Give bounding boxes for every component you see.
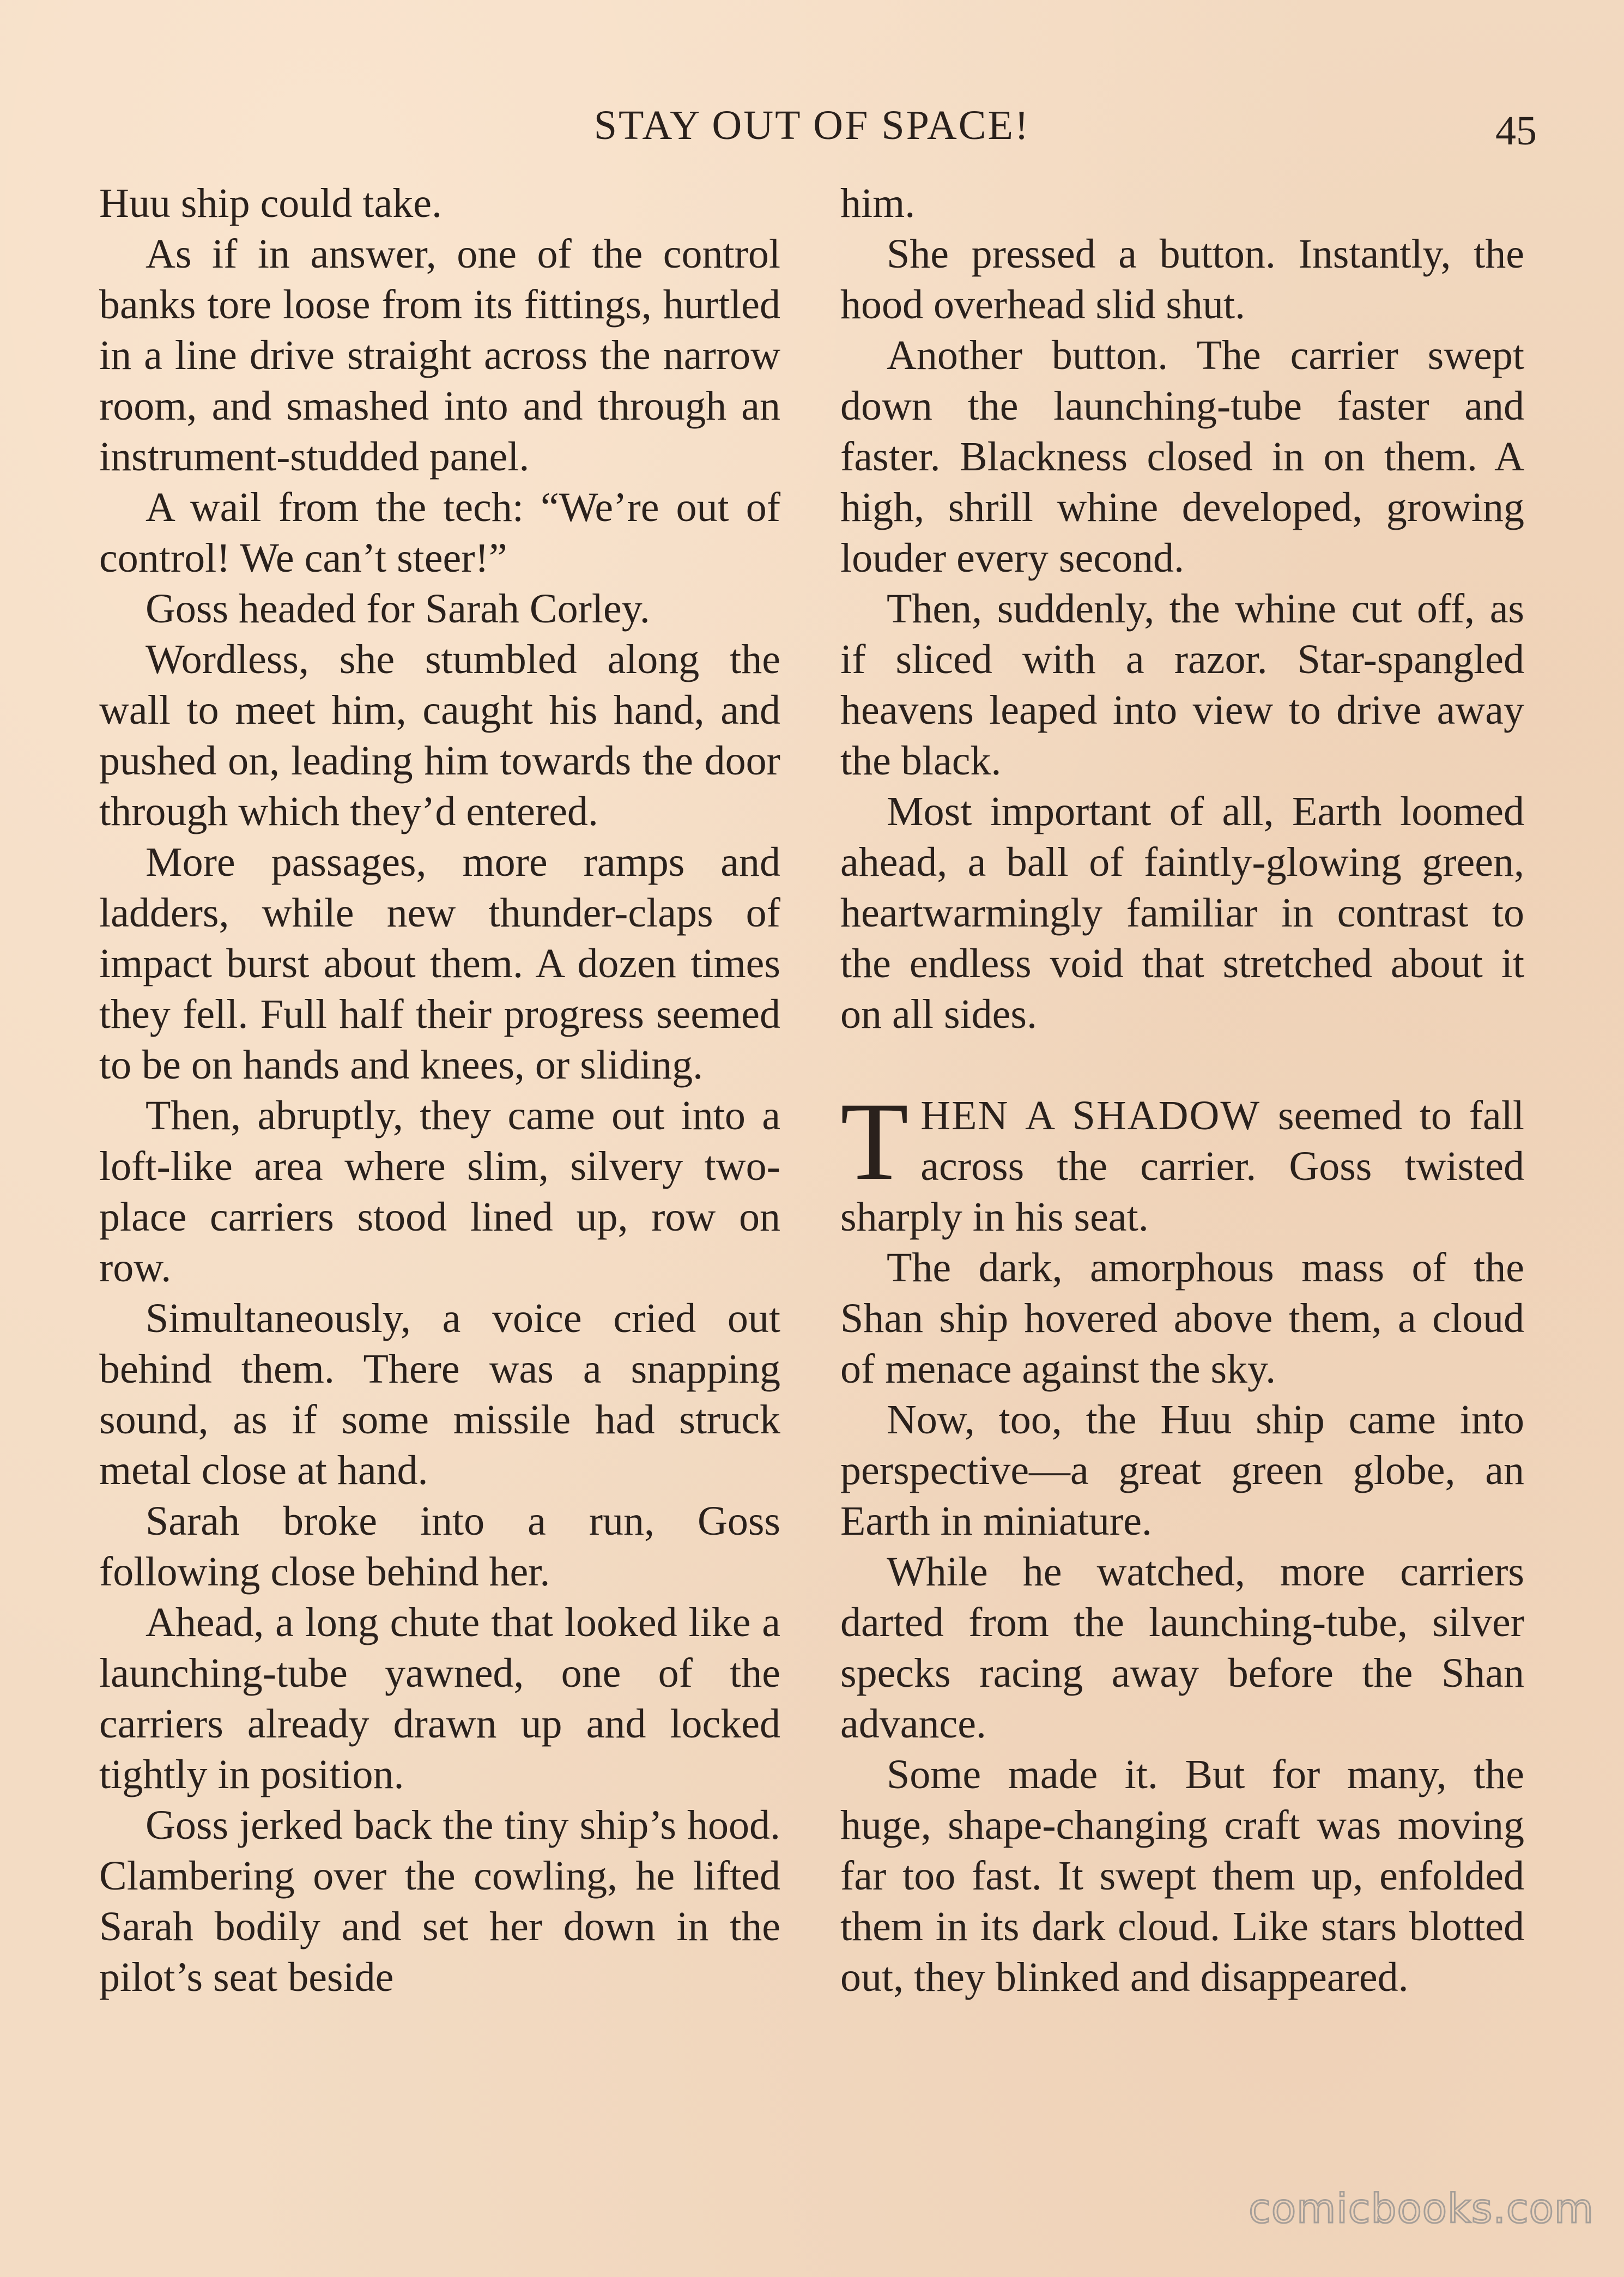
paragraph: Another button. The carrier swept down the launching-tube faster and faster. Blackness closed in on them. A high, shrill whine developed, growing louder every second. bbox=[840, 332, 1524, 581]
paragraph: Some made it. But for many, the huge, shape-changing craft was moving far too fast. It swept them up, enfolded them in its dark cloud. Like stars blotted out, they blinked and disappeared. bbox=[840, 1752, 1524, 2000]
paragraph: him. bbox=[840, 180, 916, 226]
paragraph: Wordless, she stumbled along the wall to meet him, caught his hand, and pushed on, leading him towards the door through which they’d entered. bbox=[99, 637, 780, 834]
section-opening-paragraph bbox=[840, 1080, 1524, 1243]
paragraph: While he watched, more carriers darted from the launching-tube, silver specks racing away before the Shan advance. bbox=[840, 1549, 1524, 1747]
paragraph: She pressed a button. Instantly, the hood overhead slid shut. bbox=[840, 231, 1524, 328]
left-text-column bbox=[99, 178, 780, 2003]
paragraph: More passages, more ramps and ladders, while new thunder-claps of impact burst about them. A dozen times they fell. Full half their progress seemed to be on hands and knees, or sliding. bbox=[99, 839, 780, 1088]
opening-text: seemed to fall across the carrier. Goss twisted sharply in his seat. bbox=[840, 1093, 1524, 1240]
paragraph: Ahead, a long chute that looked like a launching-tube yawned, one of the carriers already drawn up and locked tightly in position. bbox=[99, 1600, 780, 1797]
paragraph: Then, abruptly, they came out into a loft-like area where slim, silvery two-place carriers stood lined up, row on row. bbox=[99, 1093, 780, 1291]
paragraph: Then, suddenly, the whine cut off, as if sliced with a razor. Star-spangled heavens leaped into view to drive away the black. bbox=[840, 586, 1524, 784]
page-number: 45 bbox=[1495, 108, 1537, 154]
right-text-column bbox=[840, 178, 1524, 2003]
paragraph: A wail from the tech: “We’re out of control! We can’t steer!” bbox=[99, 485, 780, 581]
source-watermark: comicbooks.com bbox=[1249, 2185, 1594, 2232]
lead-in-caps: HEN A SHADOW bbox=[920, 1093, 1261, 1138]
paragraph: Sarah broke into a run, Goss following close behind her. bbox=[99, 1498, 780, 1595]
running-title: STAY OUT OF SPACE! bbox=[593, 102, 1031, 148]
paragraph: Now, too, the Huu ship came into perspective—a great green globe, an Earth in miniature. bbox=[840, 1397, 1524, 1544]
paragraph: Goss headed for Sarah Corley. bbox=[146, 586, 650, 632]
paragraph: Simultaneously, a voice cried out behind them. There was a snapping sound, as if some missile had struck metal close at hand. bbox=[99, 1295, 780, 1493]
drop-cap: T bbox=[840, 1080, 909, 1203]
paragraph: The dark, amorphous mass of the Shan ship hovered above them, a cloud of menace against the sky. bbox=[840, 1245, 1524, 1392]
paragraph: Goss jerked back the tiny ship’s hood. Clambering over the cowling, he lifted Sarah bodily and set her down in the pilot’s seat beside bbox=[99, 1802, 780, 2000]
paragraph: Most important of all, Earth loomed ahead, a ball of faintly-glowing green, heartwarmingly familiar in contrast to the endless void that stretched about it on all sides. bbox=[840, 789, 1524, 1037]
paragraph: Huu ship could take. bbox=[99, 180, 443, 226]
paragraph: As if in answer, one of the control banks tore loose from its fittings, hurtled in a line drive straight across the narrow room, and smashed into and through an instrument-studded panel. bbox=[99, 231, 780, 480]
